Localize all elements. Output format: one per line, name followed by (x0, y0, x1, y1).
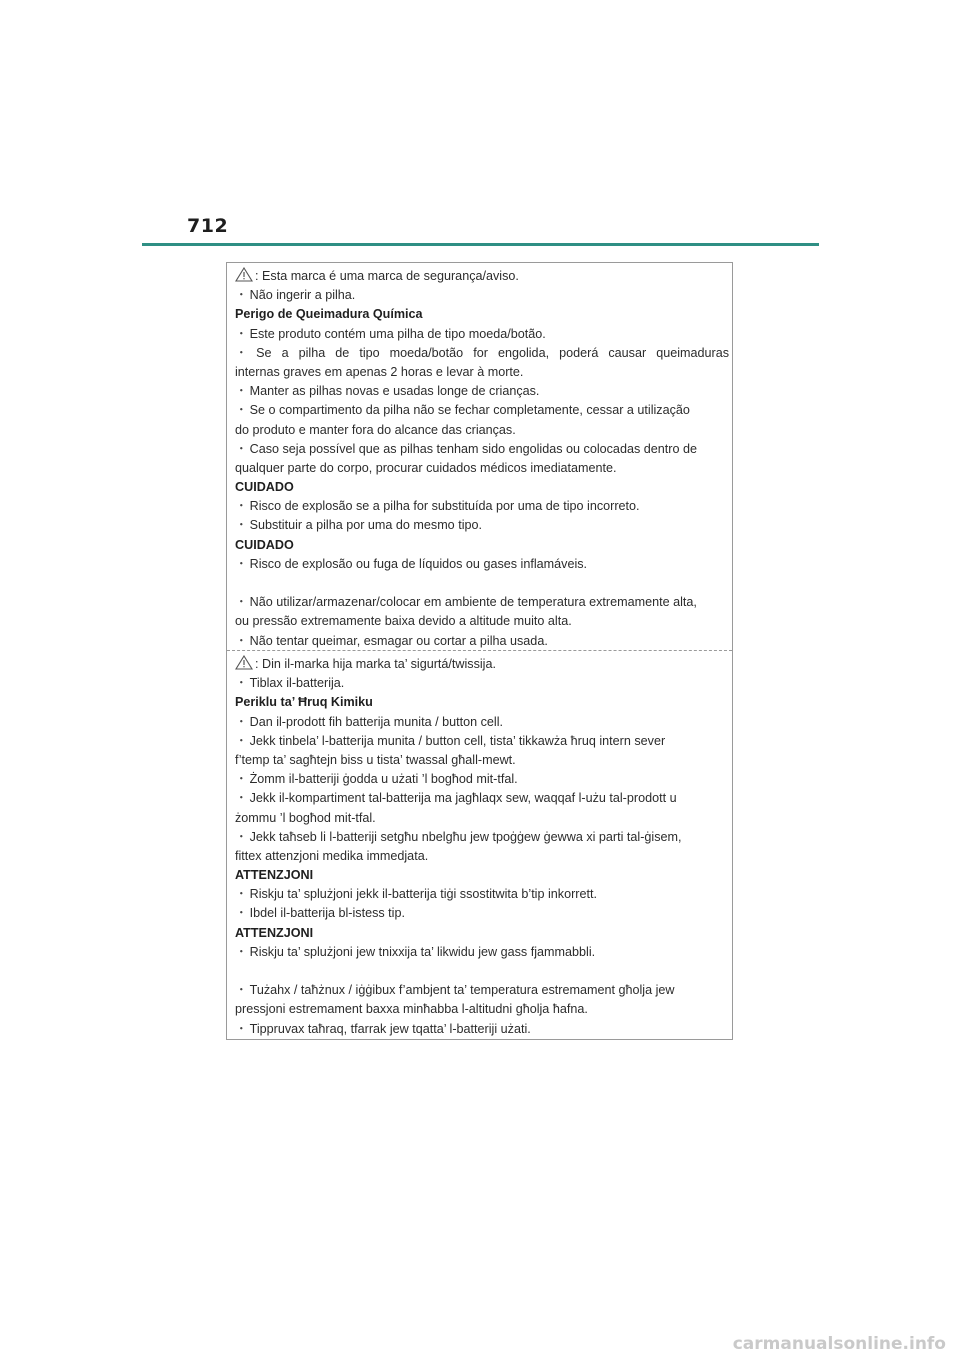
portuguese-section (235, 267, 729, 651)
bullet: ・ (235, 633, 248, 648)
bullet: ・ (235, 733, 248, 748)
list-item-continuation: żommu ’l bogħod mit-tfal. (235, 810, 376, 825)
list-item: ・ Risco de explosão se a pilha for substituída por uma de tipo incorreto. (235, 499, 640, 514)
spacer (235, 574, 729, 593)
bullet: ・ (235, 441, 248, 456)
list-item: ・ Tużahx / taħżnux / iġġibux f’ambjent ta’ temperatura estremament għolja jew (235, 983, 675, 998)
bullet: ・ (235, 518, 248, 533)
list-item: ・ Ibdel il-batterija bl-istess tip. (235, 906, 405, 921)
symbol-note-line (235, 655, 729, 674)
bullet: ・ (235, 403, 248, 418)
caution-heading: ATTENZJONI (235, 925, 314, 940)
bullet: ・ (235, 887, 248, 902)
battery-warning-box (226, 262, 733, 1040)
bullet: ・ (235, 499, 248, 514)
list-item: ・ Dan il-prodott fih batterija munita / button cell. (235, 714, 503, 729)
list-item: ・ Żomm il-batteriji ġodda u użati ’l bogħod mit-tfal. (235, 772, 518, 787)
bullet: ・ (235, 714, 248, 729)
page-number: 712 (187, 215, 229, 237)
list-item: ・ Este produto contém uma pilha de tipo moeda/botão. (235, 326, 546, 341)
list-item-continuation: fittex attenzjoni medika immedjata. (235, 848, 429, 863)
symbol-note-text: : Din il-marka hija marka ta’ sigurtá/twissija. (255, 657, 496, 671)
list-item: ・ Jekk tinbela’ l-batterija munita / button cell, tista’ tikkawża ħruq intern sever (235, 733, 666, 748)
watermark: carmanualsonline.info (732, 1334, 946, 1354)
list-item-continuation: ou pressão extremamente baixa devido a altitude muito alta. (235, 614, 572, 629)
list-item: ・ Riskju ta’ splużjoni jew tnixxija ta’ likwidu jew gass fjammabbli. (235, 944, 596, 959)
list-item-continuation: do produto e manter fora do alcance das crianças. (235, 422, 516, 437)
bullet: ・ (235, 676, 248, 691)
bullet: ・ (235, 944, 248, 959)
symbol-note-text: : Esta marca é uma marca de segurança/aviso. (255, 269, 519, 283)
bullet: ・ (235, 1021, 248, 1036)
header-rule (142, 243, 819, 246)
warning-triangle-icon (235, 655, 253, 670)
bullet: ・ (235, 288, 248, 303)
bullet: ・ (235, 772, 248, 787)
bullet: ・ (235, 326, 248, 341)
bullet: ・ (235, 906, 248, 921)
bullet: ・ (235, 595, 248, 610)
bullet: ・ (235, 791, 248, 806)
list-item: ・ Riskju ta’ splużjoni jekk il-batterija tiġi ssostitwita b’tip inkorrett. (235, 887, 597, 902)
list-item: ・ Caso seja possível que as pilhas tenham sido engolidas ou colocadas dentro de (235, 441, 697, 456)
bullet: ・ (235, 829, 248, 844)
list-item: ・ Não ingerir a pilha. (235, 288, 356, 303)
spacer (235, 962, 729, 981)
caution-heading: CUIDADO (235, 480, 294, 495)
bullet: ・ (235, 345, 255, 360)
list-item-continuation: internas graves em apenas 2 horas e levar à morte. (235, 364, 524, 379)
list-item: ・ Risco de explosão ou fuga de líquidos ou gases inflamáveis. (235, 556, 588, 571)
list-item: ・ Tippruvax taħraq, tfarrak jew tqatta’ l-batteriji użati. (235, 1021, 531, 1036)
list-item: ・ Tiblax il-batterija. (235, 676, 345, 691)
bullet: ・ (235, 384, 248, 399)
list-item: ・ Não utilizar/armazenar/colocar em ambiente de temperatura extremamente alta, (235, 595, 697, 610)
warning-triangle-icon (235, 267, 253, 282)
maltese-section (235, 655, 729, 1039)
list-item: ・ Jekk il-kompartiment tal-batterija ma jagħlaqx sew, waqqaf l-użu tal-prodott u (235, 791, 677, 806)
list-item: ・ Não tentar queimar, esmagar ou cortar a pilha usada. (235, 633, 548, 648)
bullet: ・ (235, 983, 248, 998)
list-item: ・ Se o compartimento da pilha não se fechar completamente, cessar a utilização (235, 403, 690, 418)
section-heading: Perigo de Queimadura Química (235, 307, 423, 322)
list-item: ・ Se a pilha de tipo moeda/botão for engolida, poderá causar queimaduras (235, 345, 730, 360)
section-heading: Periklu ta’ Ħruq Kimiku (235, 695, 373, 710)
caution-heading: CUIDADO (235, 537, 294, 552)
caution-heading: ATTENZJONI (235, 868, 314, 883)
list-item: ・ Jekk taħseb li l-batteriji setgħu nbelgħu jew tpoġġew ġewwa xi parti tal-ġisem, (235, 829, 682, 844)
symbol-note-line (235, 267, 729, 286)
bullet: ・ (235, 556, 248, 571)
language-divider (227, 650, 732, 651)
list-item: ・ Substituir a pilha por uma do mesmo tipo. (235, 518, 482, 533)
list-item: ・ Manter as pilhas novas e usadas longe de crianças. (235, 384, 540, 399)
list-item-continuation: qualquer parte do corpo, procurar cuidados médicos imediatamente. (235, 460, 617, 475)
list-item-continuation: f’temp ta’ sagħtejn biss u tista’ twassal għall-mewt. (235, 752, 516, 767)
list-item-continuation: pressjoni estremament baxxa minħabba l-altitudni għolja ħafna. (235, 1002, 588, 1017)
